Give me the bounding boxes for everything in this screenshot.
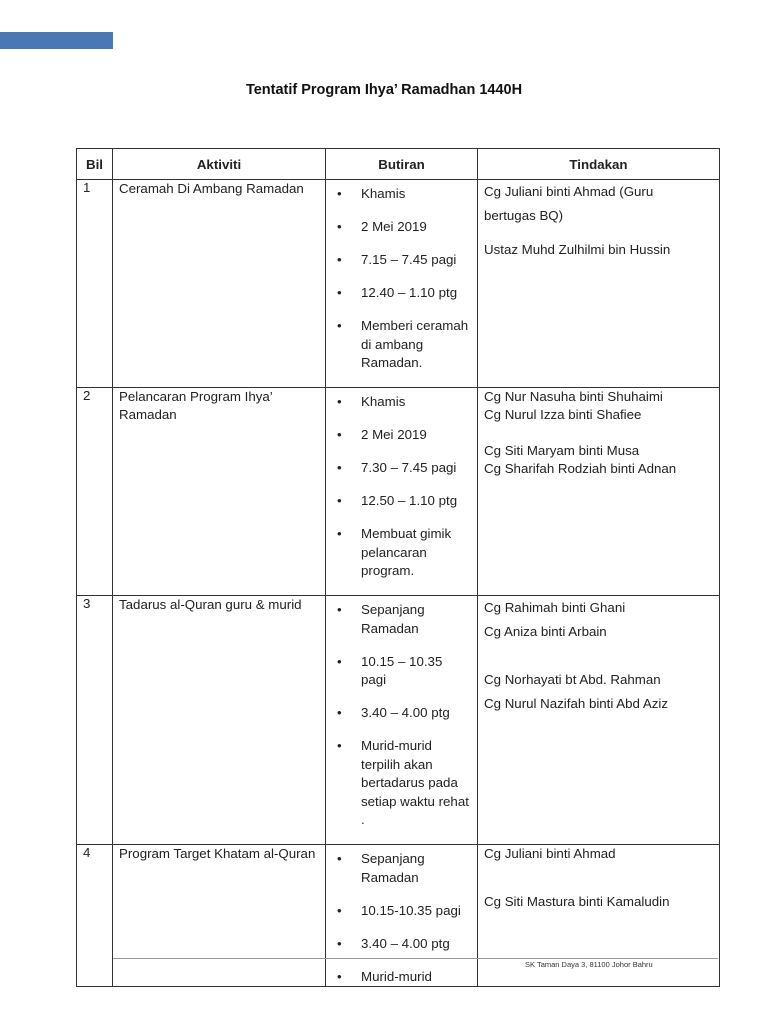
details-item: • 10.15-10.35 pagi: [361, 902, 471, 921]
details-item: • Memberi ceramah di ambang Ramadan.: [361, 317, 471, 373]
row-number: 1: [77, 180, 113, 388]
details-item: • Khamis: [361, 185, 471, 204]
details-item: • 10.15 – 10.35 pagi: [361, 653, 471, 690]
action-line: Cg Aniza binti Arbain: [484, 624, 607, 639]
header-color-bar: [0, 32, 113, 49]
details-item: • 12.50 – 1.10 ptg: [361, 492, 471, 511]
activity-name: Ceramah Di Ambang Ramadan: [113, 180, 326, 388]
action-spacer: [484, 424, 713, 442]
schedule-table: [76, 148, 720, 987]
footer-address: SK Taman Daya 3, 81100 Johor Bahru: [525, 960, 653, 969]
action-line: Cg Siti Mastura binti Kamaludin: [484, 894, 670, 909]
details-cell: [326, 845, 478, 987]
details-item: • Sepanjang Ramadan: [361, 601, 471, 638]
details-item: • 7.15 – 7.45 pagi: [361, 251, 471, 270]
action-cell: [478, 388, 720, 596]
details-item: • 3.40 – 4.00 ptg: [361, 935, 471, 954]
action-line: Cg Nurul Izza binti Shafiee: [484, 407, 642, 422]
activity-name: Tadarus al-Quran guru & murid: [113, 596, 326, 845]
details-item: • Membuat gimik pelancaran program.: [361, 525, 471, 581]
action-line: Cg Juliani binti Ahmad (Guru: [484, 184, 654, 199]
action-line: Cg Sharifah Rodziah binti Adnan: [484, 461, 677, 476]
activity-name: Program Target Khatam al-Quran: [113, 845, 326, 987]
page-title: Tentatif Program Ihya’ Ramadhan 1440H: [245, 82, 523, 98]
action-cell: [478, 180, 720, 388]
action-line: Cg Nur Nasuha binti Shuhaimi: [484, 389, 663, 404]
header-tindakan: Tindakan: [478, 149, 720, 180]
details-list: [332, 185, 471, 373]
details-item: • Khamis: [361, 393, 471, 412]
details-cell: [326, 596, 478, 845]
details-list: [332, 601, 471, 830]
details-item: • Murid-murid: [361, 968, 471, 987]
action-line: Cg Norhayati bt Abd. Rahman: [484, 672, 661, 687]
details-cell: [326, 180, 478, 388]
action-spacer: [484, 863, 713, 893]
action-line: bertugas BQ): [484, 208, 564, 223]
table-row: [77, 388, 720, 596]
action-line: Cg Rahimah binti Ghani: [484, 600, 626, 615]
table-row: [77, 180, 720, 388]
details-item: • 3.40 – 4.00 ptg: [361, 704, 471, 723]
row-number: 3: [77, 596, 113, 845]
table-row: [77, 596, 720, 845]
details-list: [332, 850, 471, 986]
activity-name: Pelancaran Program Ihya’ Ramadan: [113, 388, 326, 596]
details-item: • 12.40 – 1.10 ptg: [361, 284, 471, 303]
header-aktiviti: Aktiviti: [113, 149, 326, 180]
details-list: [332, 393, 471, 581]
table-header-row: [77, 149, 720, 180]
details-item: • Murid-murid terpilih akan bertadarus pada setiap waktu rehat .: [361, 737, 471, 830]
row-number: 4: [77, 845, 113, 987]
details-item: • 2 Mei 2019: [361, 426, 471, 445]
details-item: • Sepanjang Ramadan: [361, 850, 471, 887]
action-line: Cg Siti Maryam binti Musa: [484, 443, 640, 458]
action-spacer: [484, 228, 713, 241]
action-cell: [478, 596, 720, 845]
action-line: Cg Juliani binti Ahmad: [484, 846, 616, 861]
header-butiran: Butiran: [326, 149, 478, 180]
action-line: Ustaz Muhd Zulhilmi bin Hussin: [484, 242, 671, 257]
header-bil: Bil: [77, 149, 113, 180]
action-line: Cg Nurul Nazifah binti Abd Aziz: [484, 696, 669, 711]
details-item: • 7.30 – 7.45 pagi: [361, 459, 471, 478]
action-spacer: [484, 644, 713, 668]
details-cell: [326, 388, 478, 596]
footer-rule: [113, 958, 718, 959]
details-item: • 2 Mei 2019: [361, 218, 471, 237]
row-number: 2: [77, 388, 113, 596]
